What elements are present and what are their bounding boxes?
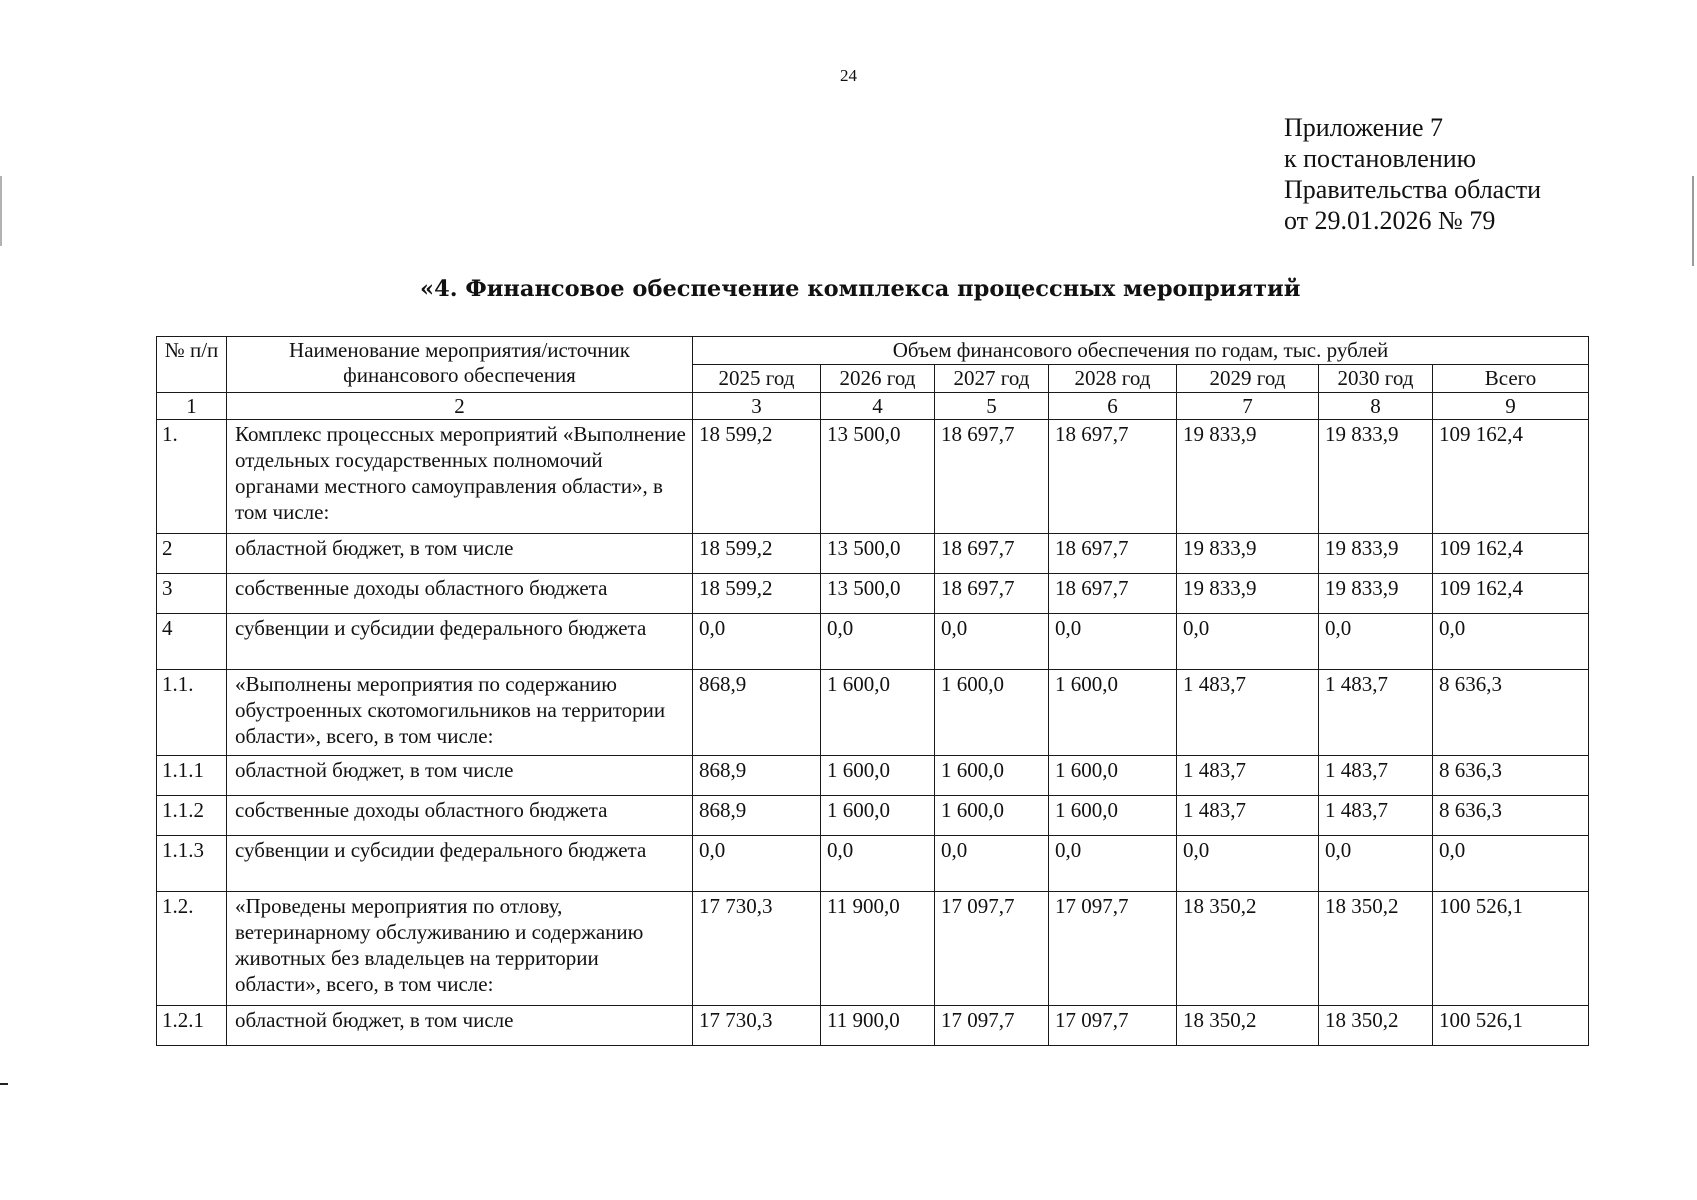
scan-edge-mark (0, 1083, 8, 1085)
row-year-value: 0,0 (693, 614, 821, 670)
row-year-value: 0,0 (821, 836, 935, 892)
row-year-value: 18 697,7 (935, 574, 1049, 614)
row-year-value: 0,0 (935, 836, 1049, 892)
row-year-value: 18 599,2 (693, 420, 821, 534)
header-year: 2027 год (935, 365, 1049, 393)
column-number: 4 (821, 393, 935, 420)
row-year-value: 1 600,0 (821, 796, 935, 836)
row-year-value: 13 500,0 (821, 574, 935, 614)
table-row (157, 614, 1589, 670)
scan-edge-mark (1692, 176, 1694, 266)
row-total-value: 8 636,3 (1433, 670, 1589, 756)
row-year-value: 1 600,0 (935, 796, 1049, 836)
row-year-value: 19 833,9 (1319, 534, 1433, 574)
row-year-value: 11 900,0 (821, 892, 935, 1006)
column-number: 3 (693, 393, 821, 420)
row-year-value: 0,0 (1319, 614, 1433, 670)
row-number: 1.1. (157, 670, 227, 756)
row-total-value: 100 526,1 (1433, 1006, 1589, 1046)
column-number: 9 (1433, 393, 1589, 420)
row-year-value: 17 730,3 (693, 1006, 821, 1046)
row-total-value: 0,0 (1433, 614, 1589, 670)
row-year-value: 17 097,7 (935, 892, 1049, 1006)
row-year-value: 17 097,7 (935, 1006, 1049, 1046)
table-row (157, 420, 1589, 534)
row-total-value: 109 162,4 (1433, 574, 1589, 614)
row-year-value: 17 097,7 (1049, 1006, 1177, 1046)
appendix-line: Приложение 7 (1284, 113, 1444, 142)
row-year-value: 17 730,3 (693, 892, 821, 1006)
page-number: 24 (840, 66, 857, 85)
scan-edge-mark (0, 176, 2, 246)
row-year-value: 1 483,7 (1319, 796, 1433, 836)
row-year-value: 1 483,7 (1319, 670, 1433, 756)
row-year-value: 13 500,0 (821, 534, 935, 574)
row-name: областной бюджет, в том числе (227, 1006, 693, 1046)
row-total-value: 8 636,3 (1433, 756, 1589, 796)
row-name: собственные доходы областного бюджета (227, 796, 693, 836)
row-year-value: 868,9 (693, 796, 821, 836)
row-year-value: 0,0 (1177, 614, 1319, 670)
row-number: 3 (157, 574, 227, 614)
row-name: «Проведены мероприятия по отлову, ветеринарному обслуживанию и содержанию животных без владельцев на территории области», всего, в том числе: (227, 892, 693, 1006)
row-year-value: 0,0 (821, 614, 935, 670)
column-number: 2 (227, 393, 693, 420)
row-name: областной бюджет, в том числе (227, 756, 693, 796)
row-year-value: 19 833,9 (1177, 420, 1319, 534)
row-year-value: 17 097,7 (1049, 892, 1177, 1006)
column-number: 7 (1177, 393, 1319, 420)
row-total-value: 109 162,4 (1433, 534, 1589, 574)
row-year-value: 1 483,7 (1319, 756, 1433, 796)
row-year-value: 18 697,7 (1049, 420, 1177, 534)
appendix-line: к постановлению (1284, 144, 1477, 173)
table-row (157, 534, 1589, 574)
header-year: 2028 год (1049, 365, 1177, 393)
row-year-value: 18 350,2 (1177, 1006, 1319, 1046)
row-name: субвенции и субсидии федерального бюджета (227, 836, 693, 892)
row-year-value: 0,0 (693, 836, 821, 892)
row-year-value: 18 697,7 (935, 534, 1049, 574)
row-total-value: 109 162,4 (1433, 420, 1589, 534)
column-number: 5 (935, 393, 1049, 420)
row-year-value: 0,0 (1319, 836, 1433, 892)
table-row (157, 670, 1589, 756)
row-year-value: 1 600,0 (1049, 670, 1177, 756)
row-year-value: 0,0 (1049, 614, 1177, 670)
row-total-value: 8 636,3 (1433, 796, 1589, 836)
row-year-value: 1 483,7 (1177, 670, 1319, 756)
appendix-line: от 29.01.2026 № 79 (1284, 206, 1496, 235)
row-year-value: 18 697,7 (1049, 534, 1177, 574)
table-row (157, 836, 1589, 892)
row-year-value: 1 600,0 (1049, 796, 1177, 836)
row-year-value: 11 900,0 (821, 1006, 935, 1046)
row-number: 1.2. (157, 892, 227, 1006)
row-year-value: 1 600,0 (935, 670, 1049, 756)
row-total-value: 100 526,1 (1433, 892, 1589, 1006)
row-year-value: 1 600,0 (935, 756, 1049, 796)
column-number: 8 (1319, 393, 1433, 420)
row-year-value: 1 600,0 (1049, 756, 1177, 796)
row-number: 4 (157, 614, 227, 670)
row-year-value: 0,0 (1049, 836, 1177, 892)
row-name: субвенции и субсидии федерального бюджета (227, 614, 693, 670)
row-year-value: 868,9 (693, 756, 821, 796)
row-total-value: 0,0 (1433, 836, 1589, 892)
row-year-value: 18 697,7 (1049, 574, 1177, 614)
row-name: Комплекс процессных мероприятий «Выполнение отдельных государственных полномочий органами местного самоуправления области», в том числе: (227, 420, 693, 534)
row-year-value: 13 500,0 (821, 420, 935, 534)
row-year-value: 1 600,0 (821, 670, 935, 756)
row-name: областной бюджет, в том числе (227, 534, 693, 574)
financing-table (156, 336, 1589, 1046)
header-num: № п/п (157, 337, 227, 393)
header-year: 2030 год (1319, 365, 1433, 393)
table-row (157, 756, 1589, 796)
table-row (157, 892, 1589, 1006)
header-year: 2026 год (821, 365, 935, 393)
table-row (157, 574, 1589, 614)
row-year-value: 1 483,7 (1177, 796, 1319, 836)
row-name: «Выполнены мероприятия по содержанию обустроенных скотомогильников на территории области», всего, в том числе: (227, 670, 693, 756)
row-year-value: 1 483,7 (1177, 756, 1319, 796)
row-number: 1.1.2 (157, 796, 227, 836)
table-row (157, 796, 1589, 836)
row-year-value: 18 350,2 (1177, 892, 1319, 1006)
row-year-value: 0,0 (935, 614, 1049, 670)
header-volume: Объем финансового обеспечения по годам, тыс. рублей (693, 337, 1589, 365)
row-year-value: 19 833,9 (1177, 574, 1319, 614)
header-year: 2029 год (1177, 365, 1319, 393)
row-number: 1.1.1 (157, 756, 227, 796)
header-total: Всего (1433, 365, 1589, 393)
appendix-block (1284, 112, 1541, 236)
row-year-value: 18 350,2 (1319, 1006, 1433, 1046)
header-year: 2025 год (693, 365, 821, 393)
row-year-value: 18 697,7 (935, 420, 1049, 534)
row-year-value: 19 833,9 (1177, 534, 1319, 574)
column-number: 1 (157, 393, 227, 420)
header-name: Наименование мероприятия/источник финансового обеспечения (227, 337, 693, 393)
row-number: 2 (157, 534, 227, 574)
row-year-value: 19 833,9 (1319, 420, 1433, 534)
row-year-value: 19 833,9 (1319, 574, 1433, 614)
row-number: 1.1.3 (157, 836, 227, 892)
row-name: собственные доходы областного бюджета (227, 574, 693, 614)
row-year-value: 1 600,0 (821, 756, 935, 796)
row-year-value: 0,0 (1177, 836, 1319, 892)
row-number: 1. (157, 420, 227, 534)
table-row (157, 1006, 1589, 1046)
column-number: 6 (1049, 393, 1177, 420)
row-year-value: 868,9 (693, 670, 821, 756)
appendix-line: Правительства области (1284, 175, 1542, 204)
section-title: «4. Финансовое обеспечение комплекса процессных мероприятий (420, 276, 1301, 302)
row-year-value: 18 350,2 (1319, 892, 1433, 1006)
row-number: 1.2.1 (157, 1006, 227, 1046)
row-year-value: 18 599,2 (693, 574, 821, 614)
row-year-value: 18 599,2 (693, 534, 821, 574)
